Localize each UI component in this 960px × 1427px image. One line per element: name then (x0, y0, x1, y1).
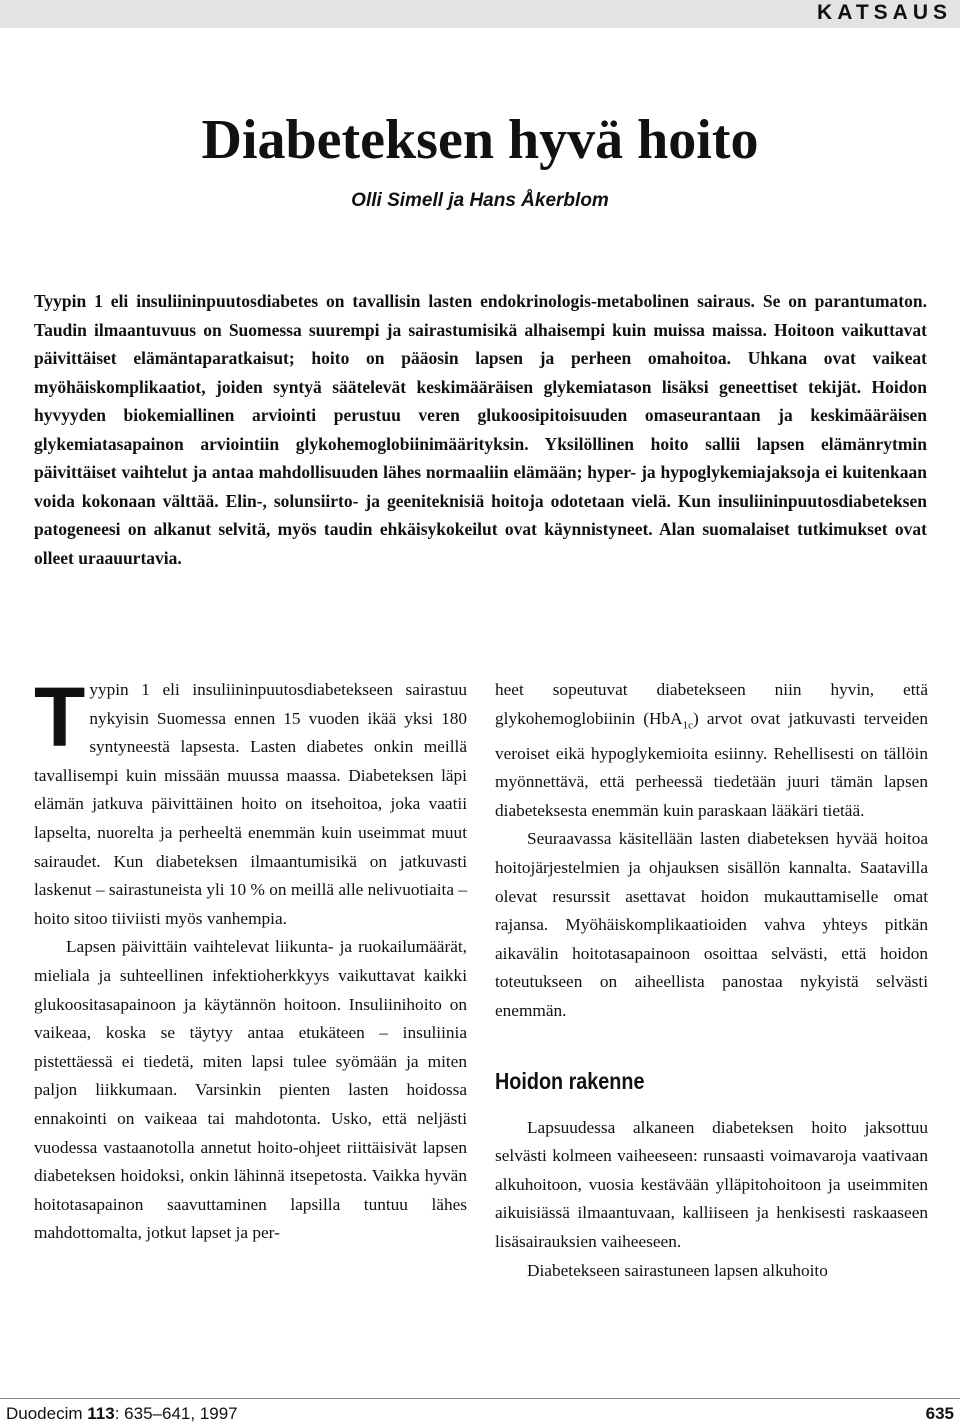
page-number: 635 (925, 1404, 954, 1423)
body-paragraph: Lapsen päivittäin vaihtelevat liikunta- ja ruokailumäärät, mieliala ja suhteellinen infektioherkkyys vaikuttavat kaikki glukoositasapainoon ja käytännön hoitoon. Insuliinihoito on vaikeaa, koska se täytyy antaa etukäteen – insuliinia pistettäessä ei tiedetä, miten lapsi tulee syömään ja miten paljon liikkumaan. Varsinkin pienten lasten hoidossa ennakointi on vaikeaa tai mahdotonta. Usko, että neljästi vuodessa vastaanotolla annetut hoito-ohjeet riittäisivät lapsen diabeteksen hoidoksi, onkin lähinnä itsepetosta. Vaikka hyvän hoitotasapainon saavuttaminen lapsilla tuntuu lähes mahdottomalta, jotkut lapset ja per- (34, 937, 467, 1243)
journal-volume: 113 (87, 1404, 115, 1423)
body-paragraph (495, 676, 928, 825)
body-paragraph: Diabetekseen sairastuneen lapsen alkuhoito (527, 1260, 828, 1280)
journal-name: Duodecim (6, 1404, 83, 1423)
abstract: Tyypin 1 eli insuliininpuutosdiabetes on tavallisin lasten endokrinologis-metabolinen sairaus. Se on parantumaton. Taudin ilmaantuvuus on Suomessa suurempi ja sairastumisikä alhaisempi kuin muissa maissa. Hoitoon vaikuttavat päivittäiset elämäntaparatkaisut; hoito on pääosin lapsen ja perheen omahoitoa. Uhkana ovat vaikeat myöhäiskomplikaatiot, joiden syntyä säätelevät keskimääräisen glykemiatason lisäksi geneettiset tekijät. Hoidon hyvyyden biokemiallinen arviointi perustuu veren glukoosipitoisuuden omaseurantaan ja keskimääräisen glykemiatasapainon arviointiin glykohemoglobiinimäärityksin. Yksilöllinen hoito sallii lapsen elämänrytmin päivittäiset vaihtelut ja antaa mahdollisuuden lähes normaaliin elämään; hyper- ja hypoglykemiajaksoja ei kuitenkaan voida kokonaan välttää. Elin-, solunsiirto- ja geeniteknisiä hoitoja odotetaan vielä. Kun insuliininpuutosdiabeteksen patogeneesi on alkanut selvitä, myös taudin ehkäisykokeilut ovat käynnistyneet. Alan suomalaiset tutkimukset ovat olleet uraauurtavia. (34, 291, 927, 568)
paragraph-text: heet sopeutuvat diabetekseen niin hyvin, että glykohemoglobiinin (HbA (495, 680, 928, 728)
article-title: Diabeteksen hyvä hoito (201, 109, 759, 171)
paragraph-text: ) arvot ovat jatkuvasti terveiden veroiset eikä hypoglykemioita esiinny. Rehellisesti on tällöin myönnettävä, että perheessä tiedetään juuri tämän lapsen diabeteksesta enemmän kuin paraskaan lääkäri tietää. (495, 708, 928, 820)
body-paragraph: Seuraavassa käsitellään lasten diabeteksen hyvää hoitoa hoitojärjestelmien ja ohjauksen sisällön kannalta. Saatavilla olevat resurssit asettavat hoidon mukauttamiselle omat rajansa. Myöhäiskomplikaatioiden vahva yhteys pitkän aikavälin hoitotasapainoon osoittaa selvästi, että hoidon toteutukseen on aiheellista panostaa nykyistä selvästi enemmän. (495, 829, 928, 1020)
body-paragraph (34, 670, 467, 933)
body-column-left (34, 670, 467, 1248)
footer-citation (6, 1403, 238, 1425)
subscript: 1c (682, 719, 694, 732)
section-heading: Hoidon rakenne (495, 1067, 645, 1094)
section-label: KATSAUS (817, 1, 952, 24)
article-authors: Olli Simell ja Hans Åkerblom (351, 190, 609, 211)
paragraph-text: yypin 1 eli insuliininpuutosdiabetekseen sairastuu nykyisin Suomessa ennen 15 vuoden ikää yksi 180 syntyneestä lapsesta. Lasten diabetes onkin meillä tavallisempi kuin missään muussa maassa. Diabeteksen läpi elämän jatkuva päivittäinen hoito on itsehoitoa, joka vaatii lapselta, nuorelta ja perheeltä enemmän kuin useimmat muut sairaudet. Kun diabeteksen ilmaantumisikä on jatkuvasti laskenut – sairastuneista yli 10 % on meillä alle nelivuotiaita – hoito sitoo tiiviisti myös vanhempia. (34, 680, 467, 928)
section-label-bar (0, 0, 960, 28)
footer-divider (0, 1398, 960, 1399)
journal-pages: : 635–641, 1997 (114, 1404, 238, 1423)
body-column-right (495, 676, 928, 1285)
body-paragraph: Lapsuudessa alkaneen diabeteksen hoito jaksottuu selvästi kolmeen vaiheeseen: runsaasti voimavaroja vaativaan alkuhoitoon, vuosia kestävään ylläpitohoitoon ja useimmiten aikuisiässä ilmaantuvaan, kalliiseen ja henkisesti raskaaseen lisäsairauksien vaiheeseen. (495, 1117, 928, 1251)
drop-cap: T (34, 670, 86, 764)
